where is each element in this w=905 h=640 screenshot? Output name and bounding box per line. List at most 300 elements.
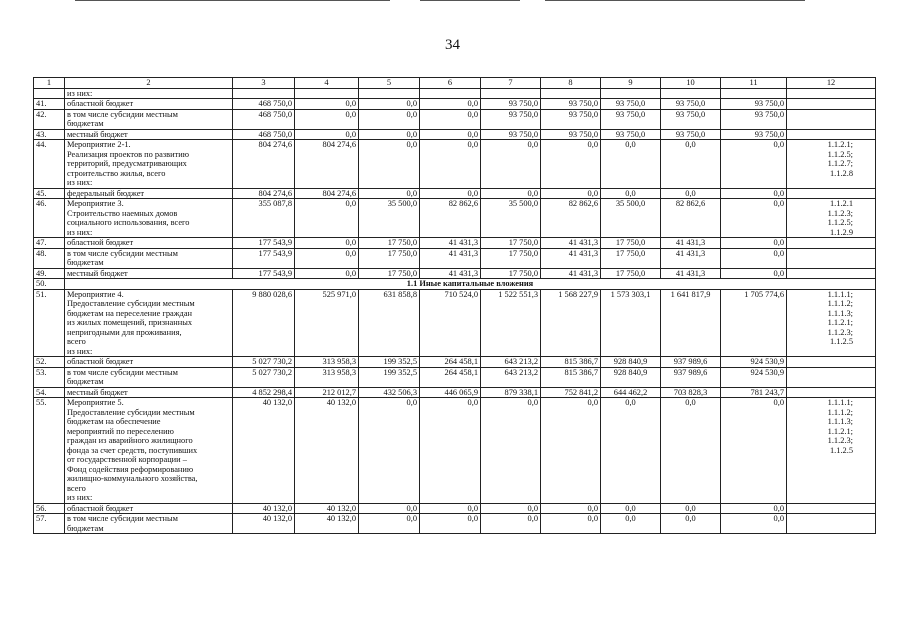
- value-cell: 41 431,3: [661, 268, 721, 279]
- value-cell: 1 568 227,9: [541, 289, 601, 357]
- value-cell: [721, 88, 787, 99]
- target-code: 1.1.2.1: [829, 199, 853, 208]
- value-cell: 93 750,0: [661, 109, 721, 129]
- header-cell-11: 11: [721, 78, 787, 89]
- value-cell: 17 750,0: [359, 248, 420, 268]
- value-cell: 468 750,0: [233, 99, 295, 110]
- row-number: 47.: [34, 238, 65, 249]
- row-name-line: граждан из аварийного жилищного: [67, 436, 193, 445]
- value-cell: 0,0: [359, 109, 420, 129]
- row-name: [65, 199, 233, 238]
- row-name-line: бюджетам: [67, 523, 104, 533]
- value-cell: 40 132,0: [233, 503, 295, 514]
- target-code-cell: [787, 188, 876, 199]
- value-cell: 212 012,7: [295, 387, 359, 398]
- row-name-line: из жилых помещений, признанных: [67, 318, 193, 327]
- header-cell-1: 1: [34, 78, 65, 89]
- header-cell-10: 10: [661, 78, 721, 89]
- target-code-cell: [787, 289, 876, 357]
- value-cell: 93 750,0: [481, 129, 541, 140]
- row-number: 52.: [34, 357, 65, 368]
- value-cell: 0,0: [481, 398, 541, 504]
- value-cell: 1 705 774,6: [721, 289, 787, 357]
- row-name-line: областной бюджет: [67, 503, 134, 513]
- target-code: 1.1.1.3;: [827, 308, 853, 318]
- value-cell: 0,0: [420, 188, 481, 199]
- value-cell: 0,0: [721, 140, 787, 189]
- table-header-row: [34, 78, 876, 89]
- row-name-line: Строительство наемных домов: [67, 208, 178, 218]
- value-cell: 0,0: [721, 503, 787, 514]
- row-number: [34, 88, 65, 99]
- value-cell: 0,0: [661, 503, 721, 514]
- value-cell: 0,0: [420, 398, 481, 504]
- value-cell: 0,0: [420, 514, 481, 534]
- value-cell: [481, 88, 541, 99]
- target-code-cell: [787, 199, 876, 238]
- value-cell: [295, 88, 359, 99]
- header-cell-3: 3: [233, 78, 295, 89]
- value-cell: 0,0: [721, 238, 787, 249]
- value-cell: 41 431,3: [420, 238, 481, 249]
- table-row: [34, 140, 876, 189]
- row-name-line: фонда за счет средств, поступивших: [67, 445, 198, 455]
- target-code-cell: [787, 248, 876, 268]
- value-cell: 313 958,3: [295, 357, 359, 368]
- value-cell: 0,0: [481, 503, 541, 514]
- value-cell: 0,0: [295, 268, 359, 279]
- row-name-line: из них:: [67, 493, 93, 502]
- budget-table: [33, 77, 876, 534]
- value-cell: 93 750,0: [601, 129, 661, 140]
- row-number: 51.: [34, 289, 65, 357]
- value-cell: 0,0: [481, 514, 541, 534]
- value-cell: 82 862,6: [541, 199, 601, 238]
- header-cell-5: 5: [359, 78, 420, 89]
- value-cell: 631 858,8: [359, 289, 420, 357]
- row-name-line: местный бюджет: [67, 387, 128, 397]
- section-title: 1.1 Иные капитальные вложения: [65, 279, 876, 290]
- target-code-cell: [787, 99, 876, 110]
- row-name-line: Предоставление субсидии местным: [67, 407, 195, 417]
- value-cell: 468 750,0: [233, 109, 295, 129]
- row-name: [65, 129, 233, 140]
- value-cell: 643 213,2: [481, 367, 541, 387]
- row-name: [65, 398, 233, 504]
- row-number: 50.: [34, 279, 65, 290]
- value-cell: 0,0: [481, 188, 541, 199]
- value-cell: 41 431,3: [541, 248, 601, 268]
- table-row: [34, 398, 876, 504]
- value-cell: 40 132,0: [295, 514, 359, 534]
- value-cell: 41 431,3: [420, 248, 481, 268]
- row-number: 41.: [34, 99, 65, 110]
- value-cell: 4 852 298,4: [233, 387, 295, 398]
- row-name-line: строительство жилья, всего: [67, 168, 166, 178]
- value-cell: 0,0: [721, 268, 787, 279]
- table-row: [34, 367, 876, 387]
- value-cell: 924 530,9: [721, 367, 787, 387]
- target-code: 1.1.2.7;: [827, 159, 853, 168]
- row-name-line: социального использования, всего: [67, 218, 190, 227]
- table-row: [34, 248, 876, 268]
- row-name-line: бюджетам: [67, 377, 104, 386]
- row-number: 48.: [34, 248, 65, 268]
- value-cell: 0,0: [295, 109, 359, 129]
- value-cell: 41 431,3: [541, 268, 601, 279]
- value-cell: 0,0: [359, 514, 420, 534]
- value-cell: 0,0: [295, 238, 359, 249]
- value-cell: 0,0: [721, 199, 787, 238]
- value-cell: 879 338,1: [481, 387, 541, 398]
- row-number: 49.: [34, 268, 65, 279]
- table-row: [34, 357, 876, 368]
- row-name-line: Предоставление субсидии местным: [67, 299, 195, 308]
- header-cell-7: 7: [481, 78, 541, 89]
- value-cell: 0,0: [721, 398, 787, 504]
- row-name-line: бюджетам: [67, 119, 104, 128]
- row-number: 54.: [34, 387, 65, 398]
- value-cell: 40 132,0: [295, 398, 359, 504]
- top-rule-right: [545, 0, 805, 1]
- top-rule-left: [75, 0, 390, 1]
- value-cell: 0,0: [601, 398, 661, 504]
- value-cell: 41 431,3: [541, 238, 601, 249]
- value-cell: 644 462,2: [601, 387, 661, 398]
- header-cell-6: 6: [420, 78, 481, 89]
- value-cell: 525 971,0: [295, 289, 359, 357]
- row-name-line: Мероприятие 4.: [67, 289, 124, 299]
- row-name: [65, 268, 233, 279]
- value-cell: 93 750,0: [541, 129, 601, 140]
- value-cell: 0,0: [359, 503, 420, 514]
- value-cell: 432 506,3: [359, 387, 420, 398]
- row-name-line: в том числе субсидии местным: [67, 248, 178, 258]
- value-cell: 804 274,6: [233, 188, 295, 199]
- target-code-cell: [787, 129, 876, 140]
- row-name-line: Мероприятие 2-1.: [67, 140, 131, 149]
- target-code: 1.1.2.1;: [827, 140, 853, 149]
- row-name-line: территорий, предусматривающих: [67, 159, 187, 168]
- row-name: [65, 357, 233, 368]
- table-row: [34, 129, 876, 140]
- value-cell: 177 543,9: [233, 268, 295, 279]
- row-name-line: областной бюджет: [67, 357, 134, 366]
- value-cell: 0,0: [295, 129, 359, 140]
- row-name-line: из них:: [67, 178, 93, 187]
- row-number: 45.: [34, 188, 65, 199]
- value-cell: 93 750,0: [721, 129, 787, 140]
- value-cell: 40 132,0: [233, 514, 295, 534]
- target-code: 1.1.1.1;: [827, 398, 853, 407]
- row-name-line: областной бюджет: [67, 99, 134, 108]
- value-cell: 93 750,0: [661, 129, 721, 140]
- value-cell: 804 274,6: [233, 140, 295, 189]
- value-cell: 468 750,0: [233, 129, 295, 140]
- value-cell: 752 841,2: [541, 387, 601, 398]
- value-cell: 0,0: [359, 398, 420, 504]
- table-row: [34, 503, 876, 514]
- value-cell: 928 840,9: [601, 357, 661, 368]
- row-number: 46.: [34, 199, 65, 238]
- value-cell: 0,0: [359, 140, 420, 189]
- value-cell: 703 828,3: [661, 387, 721, 398]
- row-name-line: из них:: [67, 88, 93, 98]
- value-cell: 264 458,1: [420, 357, 481, 368]
- value-cell: 0,0: [359, 188, 420, 199]
- row-name-line: мероприятий по переселению: [67, 426, 174, 436]
- value-cell: 0,0: [541, 188, 601, 199]
- value-cell: 1 522 551,3: [481, 289, 541, 357]
- value-cell: 93 750,0: [601, 99, 661, 110]
- row-number: 43.: [34, 129, 65, 140]
- section-row: [34, 279, 876, 290]
- row-name: [65, 88, 233, 99]
- target-code: 1.1.2.3;: [827, 208, 853, 218]
- value-cell: 804 274,6: [295, 188, 359, 199]
- table-row: [34, 109, 876, 129]
- value-cell: 0,0: [541, 503, 601, 514]
- value-cell: 0,0: [420, 109, 481, 129]
- value-cell: 93 750,0: [481, 109, 541, 129]
- target-code-cell: [787, 238, 876, 249]
- value-cell: 804 274,6: [295, 140, 359, 189]
- row-name-line: бюджетам на переселение граждан: [67, 308, 193, 318]
- row-number: 55.: [34, 398, 65, 504]
- value-cell: 924 530,9: [721, 357, 787, 368]
- value-cell: [359, 88, 420, 99]
- value-cell: 1 641 817,9: [661, 289, 721, 357]
- target-code-cell: [787, 140, 876, 189]
- page-number: 34: [445, 37, 460, 53]
- value-cell: 9 880 028,6: [233, 289, 295, 357]
- table-row: [34, 199, 876, 238]
- value-cell: 0,0: [295, 199, 359, 238]
- table-row: [34, 268, 876, 279]
- table-row: [34, 88, 876, 99]
- table-row: [34, 99, 876, 110]
- value-cell: 0,0: [420, 129, 481, 140]
- row-name-line: местный бюджет: [67, 129, 128, 139]
- row-number: 56.: [34, 503, 65, 514]
- row-name: [65, 140, 233, 189]
- value-cell: [661, 88, 721, 99]
- row-name: [65, 248, 233, 268]
- value-cell: 35 500,0: [481, 199, 541, 238]
- table-row: [34, 514, 876, 534]
- row-name-line: областной бюджет: [67, 238, 134, 247]
- target-code: 1.1.1.3;: [827, 417, 853, 426]
- value-cell: 0,0: [420, 503, 481, 514]
- value-cell: 93 750,0: [481, 99, 541, 110]
- value-cell: 5 027 730,2: [233, 367, 295, 387]
- value-cell: 0,0: [661, 398, 721, 504]
- value-cell: 17 750,0: [481, 248, 541, 268]
- value-cell: 177 543,9: [233, 238, 295, 249]
- target-code-cell: [787, 367, 876, 387]
- table-row: [34, 289, 876, 357]
- value-cell: 5 027 730,2: [233, 357, 295, 368]
- target-code: 1.1.2.1;: [827, 318, 853, 327]
- value-cell: 0,0: [295, 99, 359, 110]
- target-code: 1.1.2.5;: [827, 149, 853, 159]
- value-cell: 40 132,0: [233, 398, 295, 504]
- value-cell: 928 840,9: [601, 367, 661, 387]
- header-cell-4: 4: [295, 78, 359, 89]
- value-cell: 82 862,6: [661, 199, 721, 238]
- header-cell-2: 2: [65, 78, 233, 89]
- value-cell: 41 431,3: [420, 268, 481, 279]
- value-cell: 0,0: [721, 248, 787, 268]
- table-row: [34, 238, 876, 249]
- value-cell: 93 750,0: [541, 109, 601, 129]
- target-code: 1.1.2.5: [829, 337, 853, 346]
- row-name-line: в том числе субсидии местным: [67, 109, 178, 119]
- target-code: 1.1.2.5;: [827, 218, 853, 227]
- target-code: 1.1.1.2;: [827, 299, 853, 308]
- value-cell: 17 750,0: [601, 238, 661, 249]
- row-name-line: Мероприятие 5.: [67, 398, 124, 407]
- value-cell: 0,0: [541, 514, 601, 534]
- value-cell: 0,0: [541, 398, 601, 504]
- value-cell: 937 989,6: [661, 367, 721, 387]
- row-name-line: Мероприятие 3.: [67, 199, 124, 208]
- value-cell: 17 750,0: [601, 268, 661, 279]
- target-code: 1.1.2.8: [829, 168, 853, 178]
- value-cell: [233, 88, 295, 99]
- value-cell: 0,0: [541, 140, 601, 189]
- row-name-line: Реализация проектов по развитию: [67, 149, 189, 159]
- target-code: 1.1.1.2;: [827, 407, 853, 417]
- row-number: 44.: [34, 140, 65, 189]
- target-code: 1.1.2.3;: [827, 436, 853, 445]
- row-name-line: в том числе субсидии местным: [67, 514, 178, 523]
- header-cell-12: 12: [787, 78, 876, 89]
- target-code: 1.1.2.5: [829, 445, 853, 455]
- row-number: 42.: [34, 109, 65, 129]
- value-cell: 0,0: [661, 514, 721, 534]
- target-code-cell: [787, 88, 876, 99]
- value-cell: 0,0: [601, 140, 661, 189]
- row-name-line: в том числе субсидии местным: [67, 367, 178, 377]
- row-name-line: федеральный бюджет: [67, 188, 145, 198]
- header-cell-9: 9: [601, 78, 661, 89]
- value-cell: [541, 88, 601, 99]
- target-code: 1.1.2.9: [829, 227, 853, 237]
- value-cell: 781 243,7: [721, 387, 787, 398]
- top-rule-mid: [420, 0, 520, 1]
- value-cell: 0,0: [295, 248, 359, 268]
- header-cell-8: 8: [541, 78, 601, 89]
- table-row: [34, 188, 876, 199]
- value-cell: 40 132,0: [295, 503, 359, 514]
- target-code-cell: [787, 357, 876, 368]
- value-cell: 17 750,0: [481, 238, 541, 249]
- value-cell: 93 750,0: [721, 99, 787, 110]
- target-code: 1.1.2.1;: [827, 426, 853, 436]
- value-cell: 815 386,7: [541, 367, 601, 387]
- row-name: [65, 99, 233, 110]
- target-code-cell: [787, 387, 876, 398]
- row-name-line: местный бюджет: [67, 268, 128, 278]
- row-name-line: жилищно-коммунального хозяйства,: [67, 474, 198, 483]
- value-cell: 35 500,0: [601, 199, 661, 238]
- value-cell: 0,0: [601, 503, 661, 514]
- row-name: [65, 387, 233, 398]
- target-code-cell: [787, 503, 876, 514]
- value-cell: 199 352,5: [359, 367, 420, 387]
- value-cell: 41 431,3: [661, 238, 721, 249]
- value-cell: 0,0: [601, 514, 661, 534]
- row-name: [65, 514, 233, 534]
- value-cell: [601, 88, 661, 99]
- value-cell: 0,0: [721, 514, 787, 534]
- value-cell: 0,0: [661, 140, 721, 189]
- value-cell: 17 750,0: [481, 268, 541, 279]
- row-name-line: бюджетам на обеспечение: [67, 417, 161, 426]
- value-cell: 355 087,8: [233, 199, 295, 238]
- value-cell: 41 431,3: [661, 248, 721, 268]
- value-cell: 0,0: [359, 99, 420, 110]
- value-cell: 710 524,0: [420, 289, 481, 357]
- target-code: 1.1.2.3;: [827, 327, 853, 337]
- value-cell: 93 750,0: [541, 99, 601, 110]
- row-name: [65, 238, 233, 249]
- row-name-line: непригодными для проживания,: [67, 327, 182, 337]
- value-cell: 643 213,2: [481, 357, 541, 368]
- value-cell: 93 750,0: [601, 109, 661, 129]
- value-cell: 35 500,0: [359, 199, 420, 238]
- row-name: [65, 289, 233, 357]
- value-cell: 93 750,0: [661, 99, 721, 110]
- value-cell: 815 386,7: [541, 357, 601, 368]
- row-name: [65, 367, 233, 387]
- row-name-line: от государственной корпорации –: [67, 455, 187, 464]
- value-cell: 0,0: [359, 129, 420, 140]
- row-name: [65, 188, 233, 199]
- row-name-line: Фонд содействия реформированию: [67, 464, 194, 474]
- row-name-line: бюджетам: [67, 258, 104, 267]
- value-cell: 0,0: [661, 188, 721, 199]
- value-cell: 0,0: [721, 188, 787, 199]
- row-number: 57.: [34, 514, 65, 534]
- row-name: [65, 109, 233, 129]
- value-cell: 937 989,6: [661, 357, 721, 368]
- target-code-cell: [787, 398, 876, 504]
- target-code-cell: [787, 268, 876, 279]
- value-cell: 17 750,0: [359, 238, 420, 249]
- row-name-line: из них:: [67, 346, 93, 356]
- value-cell: 93 750,0: [721, 109, 787, 129]
- row-name-line: всего: [67, 337, 86, 346]
- value-cell: 199 352,5: [359, 357, 420, 368]
- value-cell: [420, 88, 481, 99]
- value-cell: 313 958,3: [295, 367, 359, 387]
- value-cell: 0,0: [420, 140, 481, 189]
- value-cell: 1 573 303,1: [601, 289, 661, 357]
- value-cell: 264 458,1: [420, 367, 481, 387]
- value-cell: 0,0: [420, 99, 481, 110]
- row-name: [65, 503, 233, 514]
- row-name-line: всего: [67, 483, 86, 493]
- target-code: 1.1.1.1;: [827, 289, 853, 299]
- target-code-cell: [787, 514, 876, 534]
- value-cell: 0,0: [601, 188, 661, 199]
- value-cell: 17 750,0: [359, 268, 420, 279]
- row-name-line: из них:: [67, 227, 93, 237]
- value-cell: 177 543,9: [233, 248, 295, 268]
- value-cell: 446 065,9: [420, 387, 481, 398]
